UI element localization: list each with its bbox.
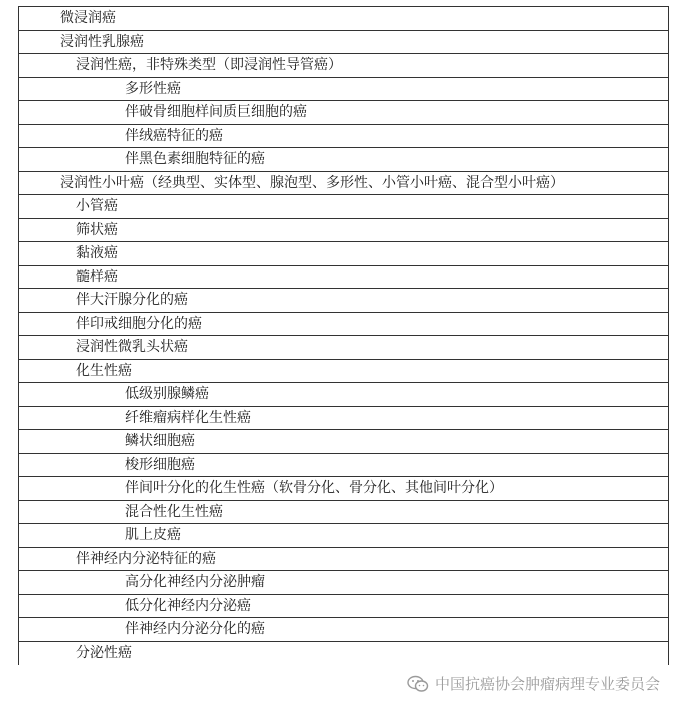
table-row: 高分化神经内分泌肿瘤 [19,571,668,595]
table-row: 梭形细胞癌 [19,454,668,478]
table-row: 髓样癌 [19,266,668,290]
table-row: 浸润性微乳头状癌 [19,336,668,360]
table-row: 伴神经内分泌特征的癌 [19,548,668,572]
table-row: 浸润性乳腺癌 [19,31,668,55]
table-row: 混合性化生性癌 [19,501,668,525]
table-row: 黏液癌 [19,242,668,266]
table-row: 微浸润癌 [19,7,668,31]
table-row: 低级别腺鳞癌 [19,383,668,407]
table-row: 浸润性小叶癌（经典型、实体型、腺泡型、多形性、小管小叶癌、混合型小叶癌） [19,172,668,196]
table-row: 低分化神经内分泌癌 [19,595,668,619]
table-row: 纤维瘤病样化生性癌 [19,407,668,431]
table-row: 伴绒癌特征的癌 [19,125,668,149]
table-row: 筛状癌 [19,219,668,243]
table-row: 肌上皮癌 [19,524,668,548]
table-row: 伴印戒细胞分化的癌 [19,313,668,337]
table-row: 伴破骨细胞样间质巨细胞的癌 [19,101,668,125]
table-row: 伴大汗腺分化的癌 [19,289,668,313]
table-row: 多形性癌 [19,78,668,102]
watermark-text: 中国抗癌协会肿瘤病理专业委员会 [434,675,660,693]
classification-table [18,6,669,665]
table-row: 鳞状细胞癌 [19,430,668,454]
table-row: 伴神经内分泌分化的癌 [19,618,668,642]
wechat-icon [407,675,429,693]
watermark [405,672,662,695]
table-row: 分泌性癌 [76,644,132,661]
table-row: 浸润性癌，非特殊类型（即浸润性导管癌） [19,54,668,78]
table-row: 化生性癌 [19,360,668,384]
table-row: 小管癌 [19,195,668,219]
table-row: 伴间叶分化的化生性癌（软骨分化、骨分化、其他间叶分化） [19,477,668,501]
table-row: 伴黑色素细胞特征的癌 [19,148,668,172]
